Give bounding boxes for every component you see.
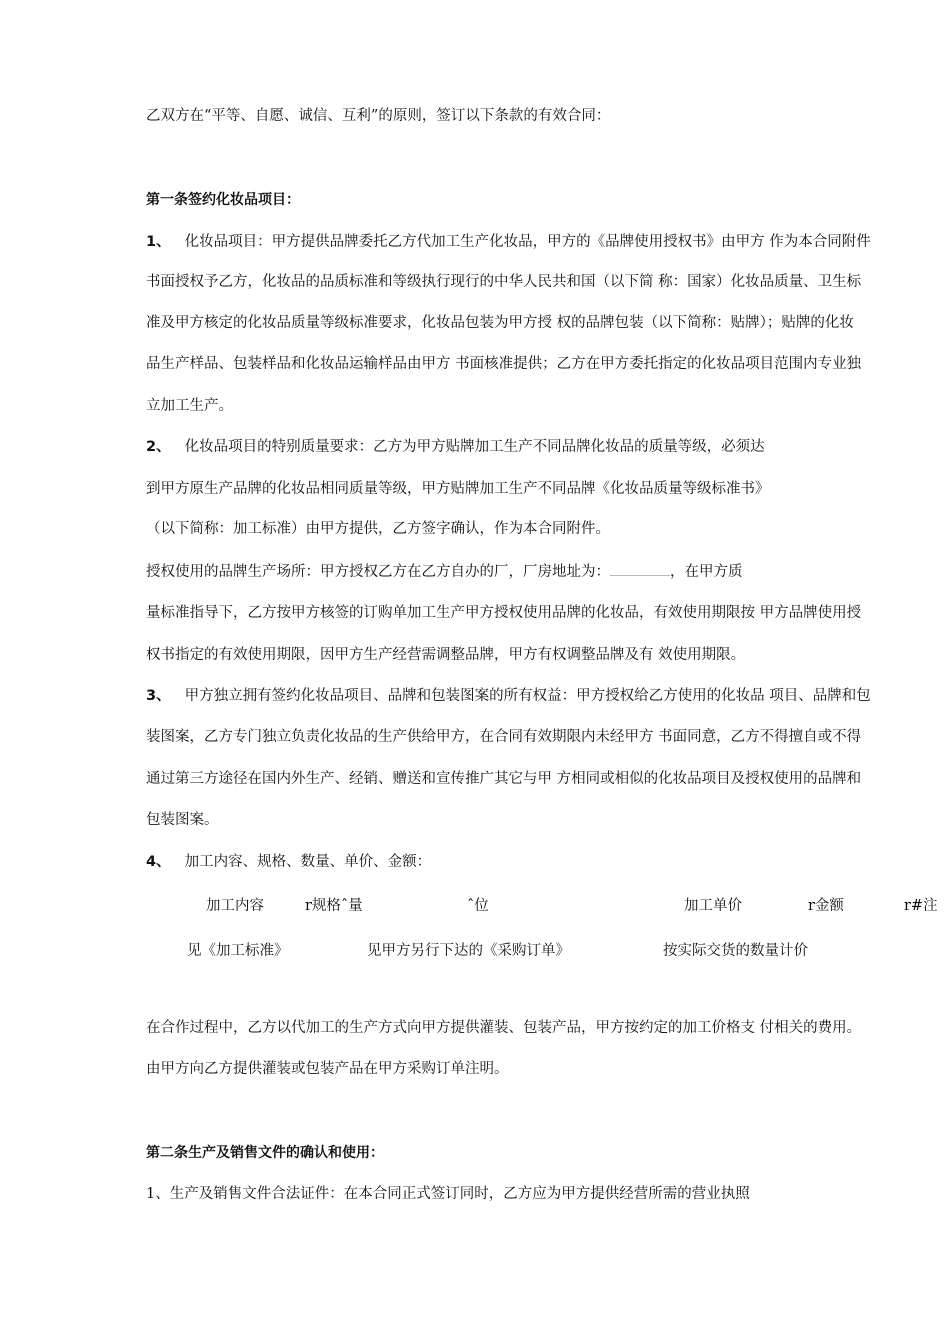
item1-line1: 1、 化妆品项目：甲方提供品牌委托乙方代加工生产化妆品，甲方的《品牌使用授权书》由甲方 作为本合同附件 [146,234,871,250]
item3-line2: 装图案，乙方专门独立负责化妆品的生产供给甲方，在合同有效期限内未经甲方 书面同意，乙方不得擅自或不得 [146,729,862,745]
table-cell-spec: 见甲方另行下达的《采购订单》 [367,943,570,959]
item3-line1: 3、 甲方独立拥有签约化妆品项目、品牌和包装图案的所有权益：甲方授权给乙方使用的化妆品 项目、品牌和包 [146,688,871,704]
item2-line6: 权书指定的有效使用期限，因甲方生产经营需调整品牌，甲方有权调整品牌及有 效使用期限。 [146,647,746,663]
item1-line5: 立加工生产。 [146,398,233,414]
after-table-line1: 在合作过程中，乙方以代加工的生产方式向甲方提供灌装、包装产品，甲方按约定的加工价格支 付相关的费用。 [146,1020,862,1036]
table-header-unit-price: 加工单价 [684,898,742,914]
item4-line: 4、 加工内容、规格、数量、单价、金额： [146,854,432,870]
article1-heading: 第一条签约化妆品项目： [146,192,300,208]
table-header-note: r#注 [904,898,938,914]
table-cell-content: 见《加工标准》 [187,943,289,959]
table-cell-pricing: 按实际交货的数量计价 [663,943,808,959]
item2-line5: 量标准指导下，乙方按甲方核签的订购单加工生产甲方授权使用品牌的化妆品，有效使用期限按 甲方品牌使用授 [146,605,862,621]
article2-item1: 1、生产及销售文件合法证件：在本合同正式签订同时，乙方应为甲方提供经营所需的营业执照 [146,1186,750,1202]
item2-number: 2、 [146,439,171,455]
table-header-content: 加工内容 [206,898,264,914]
item3-line3: 通过第三方途径在国内外生产、经销、赠送和宣传推广其它与甲 方相同或相似的化妆品项目及授权使用的品牌和 [146,771,862,787]
intro-text: 乙双方在“平等、自愿、诚信、互利”的原则，签订以下条款的有效合同： [146,108,611,124]
item2-line3: （以下简称：加工标准）由甲方提供，乙方签字确认，作为本合同附件。 [146,521,610,537]
after-table-line2: 由甲方向乙方提供灌装或包装产品在甲方采购订单注明。 [146,1061,509,1077]
item4-number: 4、 [146,854,171,870]
table-header-unit: ˆ位 [467,898,489,914]
item3-number: 3、 [146,688,171,704]
item2-site-line: 授权使用的品牌生产场所：甲方授权乙方在乙方自办的厂，厂房地址为： ，在甲方质 [146,564,743,580]
table-header-spec-qty: r规格ˆ量 [305,898,363,914]
item2-line1: 2、 化妆品项目的特别质量要求：乙方为甲方贴牌加工生产不同品牌化妆品的质量等级，必须达 [146,439,765,455]
item1-line4: 品生产样品、包装样品和化妆品运输样品由甲方 书面核准提供；乙方在甲方委托指定的化妆品项目范围内专业独 [146,356,862,372]
item1-line2: 书面授权予乙方，化妆品的品质标准和等级执行现行的中华人民共和国（以下简 称：国家）化妆品质量、卫生标 [146,274,862,290]
article2-heading: 第二条生产及销售文件的确认和使用： [146,1145,384,1161]
item1-line3: 准及甲方核定的化妆品质量等级标准要求，化妆品包装为甲方授 权的品牌包装（以下简称：贴牌）；贴牌的化妆 [146,315,854,331]
address-blank [610,563,670,576]
table-header-amount: r金额 [808,898,844,914]
item3-line4: 包装图案。 [146,812,219,828]
item1-number: 1、 [146,234,171,250]
item2-line2: 到甲方原生产品牌的化妆品相同质量等级，甲方贴牌加工生产不同品牌《化妆品质量等级标准书》 [146,481,770,497]
